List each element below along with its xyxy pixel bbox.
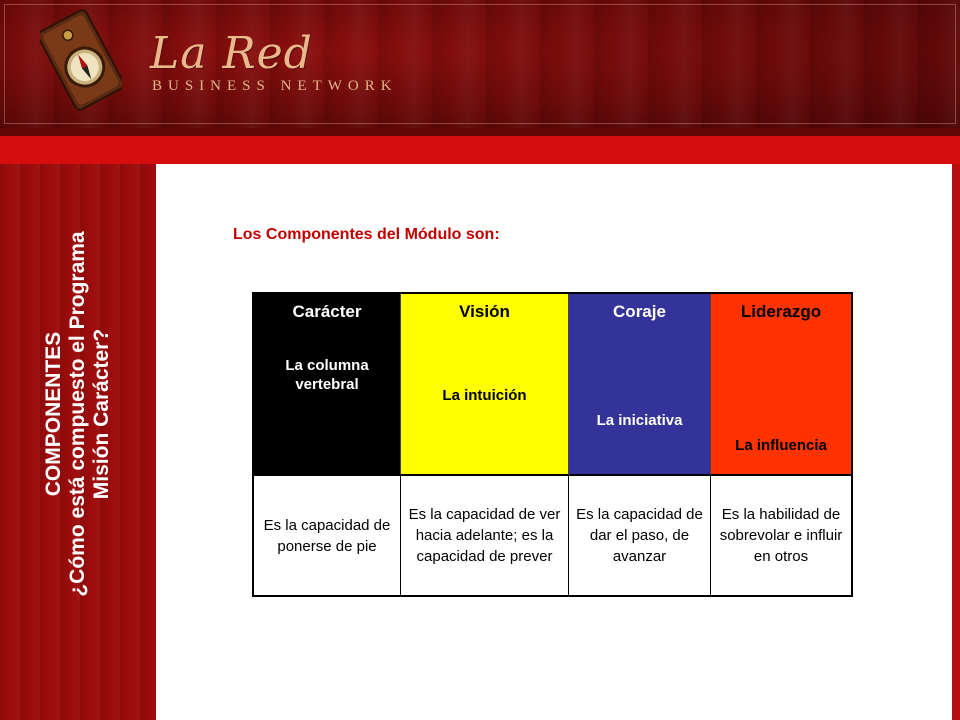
header-border bbox=[4, 4, 956, 124]
sidebar-line-1: COMPONENTES bbox=[42, 331, 65, 497]
logo-title: La Red bbox=[150, 28, 313, 79]
column-subtitle: La iniciativa bbox=[596, 412, 683, 429]
header-cell-coraje bbox=[568, 294, 710, 476]
header-cell-caracter bbox=[254, 294, 400, 476]
sidebar-title bbox=[42, 164, 114, 664]
sidebar-line-2: ¿Cómo está compuesto el Programa bbox=[66, 231, 89, 597]
description-cell-caracter: Es la capacidad de ponerse de pie bbox=[254, 476, 400, 595]
header-cell-liderazgo bbox=[710, 294, 851, 476]
description-cell-vision: Es la capacidad de ver hacia adelante; es la capacidad de prever bbox=[400, 476, 568, 595]
header-cell-vision bbox=[400, 294, 568, 476]
description-cell-liderazgo: Es la habilidad de sobrevolar e influir en otros bbox=[710, 476, 851, 595]
content-panel bbox=[156, 164, 952, 720]
section-heading: Los Componentes del Módulo son: bbox=[233, 226, 500, 243]
components-table bbox=[252, 292, 853, 597]
sidebar-line-3: Misión Carácter? bbox=[90, 328, 113, 500]
column-subtitle: La columna vertebral bbox=[285, 357, 369, 393]
compass-icon bbox=[40, 6, 122, 114]
column-subtitle: La intuición bbox=[442, 387, 527, 404]
column-title: Liderazgo bbox=[740, 302, 822, 321]
header-banner bbox=[0, 0, 960, 128]
logo-subtitle: BUSINESS NETWORK bbox=[152, 78, 398, 94]
accent-strip bbox=[0, 136, 960, 164]
column-title: Coraje bbox=[613, 302, 666, 321]
column-title: Carácter bbox=[292, 302, 362, 321]
right-edge bbox=[952, 164, 960, 720]
header-divider bbox=[0, 128, 960, 136]
column-title: Visión bbox=[459, 302, 510, 321]
description-cell-coraje: Es la capacidad de dar el paso, de avanzar bbox=[568, 476, 710, 595]
column-subtitle: La influencia bbox=[735, 437, 827, 454]
